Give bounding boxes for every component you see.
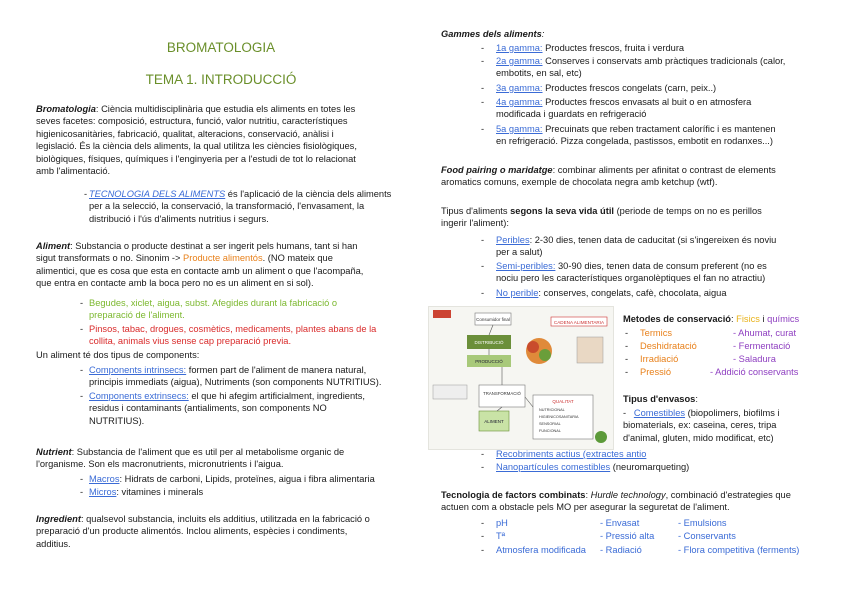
factors-combinats: Tecnologia de factors combinats: Hurdle technology, combinació d'estrategies que actuen com a obstacle pels MO per asegurar la seguretat de l'aliment. bbox=[441, 490, 791, 513]
gamma-item: 4a gamma: Productes frescos envasats al buit o en atmosfera modificada i guardats en refrigeració bbox=[496, 97, 752, 120]
gamma-item: 3a gamma: Productes frescos congelats (carn, peix..) bbox=[496, 83, 717, 93]
nutrient-definition: Nutrient: Substancia de l'aliment que es util per al metabolisme organic de l'organisme. Son els macronutrients, micronutrients i l'aigua. bbox=[36, 447, 345, 470]
intrinsecs-link[interactable]: Components intrinsecs: bbox=[89, 365, 187, 375]
ingredient-definition: Ingredient: qualsevol substancia, incluits els additius, utilitzada en la fabricació o preparació d'un producte alimentós. Inclou aliments, espècies i condiments, additius. bbox=[36, 514, 370, 549]
macros-item: Macros: Hidrats de carboni, Lipids, proteïnes, aigua i fibra alimentaria bbox=[89, 474, 375, 484]
gamma-2-link[interactable]: 2a gamma: bbox=[496, 56, 543, 66]
conservacio-title: Metodes de conservació: Fisics i químics bbox=[623, 314, 800, 324]
gamma-3-link[interactable]: 3a gamma: bbox=[496, 83, 543, 93]
gamma-item: 5a gamma: Precuinats que reben tractament calorífic i es mantenen en refrigeració. Pizza congelada, pastissos, embotit en rodanxes...) bbox=[496, 124, 776, 147]
diagram-transformacio: TRANSFORMACIÓ bbox=[483, 391, 521, 396]
recobriments-item bbox=[496, 448, 646, 460]
bullet-dash: - bbox=[84, 189, 88, 199]
nanoparticules-item: Nanopartícules comestibles (neuromarqueting) bbox=[496, 462, 690, 472]
gamma-4-link[interactable]: 4a gamma: bbox=[496, 97, 543, 107]
aliment-definition: Aliment: Substancia o producte destinat a ser ingerit pels humans, tant si han sigut transformats o no. Sinonim -> Producte alimentós. (NO mateix que alimentici, que es cosa que esta en contacte amb un aliment o que l'acompaña, que entra en contacte amb la boca pero no es un aliment en si sol). bbox=[36, 241, 364, 289]
term-nutrient: Nutrient bbox=[36, 447, 72, 457]
micros-link[interactable]: Micros bbox=[89, 487, 117, 497]
no-perible-item: No perible: conserves, congelats, cafè, chocolata, aigua bbox=[496, 288, 727, 298]
semi-peribles-link[interactable]: Semi-peribles: bbox=[496, 261, 556, 271]
gamma-item: 1a gamma: Productes frescos, fruita i verdura bbox=[496, 43, 685, 53]
diagram-q2: HIGIENICOSANITARIA bbox=[539, 415, 579, 419]
diagram-consumer: Consumidor final bbox=[476, 317, 510, 322]
diagram-q1: NUTRICIONAL bbox=[539, 408, 565, 412]
diagram-q3: SENSORIAL bbox=[539, 422, 561, 426]
gamma-item: 2a gamma: Conserves i conservats amb pràctiques tradicionals (calor, embotits, en sal, etc) bbox=[496, 56, 786, 79]
term-aliment: Aliment bbox=[36, 241, 71, 251]
badge-icon bbox=[595, 431, 607, 443]
term-ingredient: Ingredient bbox=[36, 514, 81, 524]
bromatologia-definition: Bromatologia: Ciència multidisciplinària que estudia els aliments en totes les seves facetes: composició, estructura, funció, valor nutritiu, característiques higienicosanitàries, fabricació, qualitat, alteracions, conservació, anàlisi i legislació. És la ciència dels aliments, la qual utilitza les ciències fisiològiques, biològiques, físiques, químiques i l'enginyeria per a l'estudi de tot lo relacionat amb l'alimentació. bbox=[36, 104, 357, 177]
macros-link[interactable]: Macros bbox=[89, 474, 120, 484]
components-intrinsecs: Components intrinsecs: formen part de l'aliment de manera natural, principis immediats (aigua), Nutriments (son components NUTRITIUS). bbox=[89, 365, 382, 388]
diagram-aliment: ALIMENT bbox=[484, 419, 504, 424]
tipus-vida-util: Tipus d'aliments segons la seva vida útil (periode de temps on no es perillos ingerir l'aliment): bbox=[441, 206, 762, 229]
components-extrinsecs: Components extrinsecs: el que hi afegim artificialment, ingredients, residus i contaminants (antialiments, son components NO NUTRITIUS). bbox=[89, 391, 365, 426]
components-title: Un aliment té dos tipus de components: bbox=[36, 350, 200, 360]
gamma-5-link[interactable]: 5a gamma: bbox=[496, 124, 543, 134]
comestibles-item: - Comestibles (biopolimers, biofilms i biomaterials, ex: caseina, ceres, tripa d'animal, gluten, mido modificat, etc) bbox=[623, 408, 780, 443]
nanoparticules-link[interactable]: Nanopartícules comestibles bbox=[496, 462, 611, 472]
recobriments-link[interactable]: Recobriments actius (extractes antio bbox=[496, 449, 647, 459]
section-title: TEMA 1. INTRODUCCIÓ bbox=[145, 72, 297, 87]
diagram-cadena: CADENA ALIMENTARIA bbox=[553, 320, 605, 325]
extrinsecs-link[interactable]: Components extrinsecs: bbox=[89, 391, 189, 401]
food-pairing-definition: Food pairing o maridatge: combinar aliments per afinitat o contrast de elements aromatics comuns, exemple de chocolata negra amb ketchup (wtf). bbox=[441, 165, 776, 188]
tecnologia-link[interactable]: TECNOLOGIA DELS ALIMENTS bbox=[89, 189, 226, 199]
diagram-distribucio: DISTRIBUCIÓ bbox=[474, 340, 504, 345]
no-perible-link[interactable]: No perible bbox=[496, 288, 539, 298]
micros-item: Micros: vitamines i minerals bbox=[89, 487, 204, 497]
gamma-1-link[interactable]: 1a gamma: bbox=[496, 43, 543, 53]
peribles-link[interactable]: Peribles bbox=[496, 235, 530, 245]
gammes-title: Gammes dels aliments: bbox=[441, 29, 545, 39]
included-list: Begudes, xiclet, aigua, subst. Afegides durant la fabricació o preparació de l'aliment. bbox=[89, 298, 338, 321]
page-title: BROMATOLOGIA bbox=[166, 40, 276, 55]
diagram-q4: FUNCIONAL bbox=[539, 429, 561, 433]
envasos-title: Tipus d'envasos: bbox=[623, 394, 698, 404]
diagram-produccio: PRODUCCIÓ bbox=[475, 359, 503, 364]
logo-icon bbox=[433, 310, 451, 318]
diagram-graphic bbox=[429, 307, 613, 449]
semi-peribles-item: Semi-peribles: 30-90 dies, tenen data de consum preferent (no es nociu pero les característiques organolèptiques el fan no atractiu) bbox=[496, 261, 767, 284]
excluded-list: Pinsos, tabac, drogues, cosmètics, medicaments, plantes abans de la collita, animals vius sense cap preparació previa. bbox=[89, 324, 377, 347]
comestibles-link[interactable]: Comestibles bbox=[633, 408, 686, 418]
diagram-qualitat: QUALITAT bbox=[552, 399, 574, 404]
food-chain-diagram bbox=[428, 306, 614, 450]
peribles-item: Peribles: 2-30 dies, tenen data de caducitat (si s'ingereixen és noviu per a salut) bbox=[496, 235, 777, 258]
term-bromatologia: Bromatologia bbox=[36, 104, 96, 114]
tecnologia-item: TECNOLOGIA DELS ALIMENTS és l'aplicació de la ciència dels aliments per a la selecció, la conservació, la transformació, l'envasament, la distribució i l'ús d'aliments nutritius i segurs. bbox=[89, 189, 392, 224]
